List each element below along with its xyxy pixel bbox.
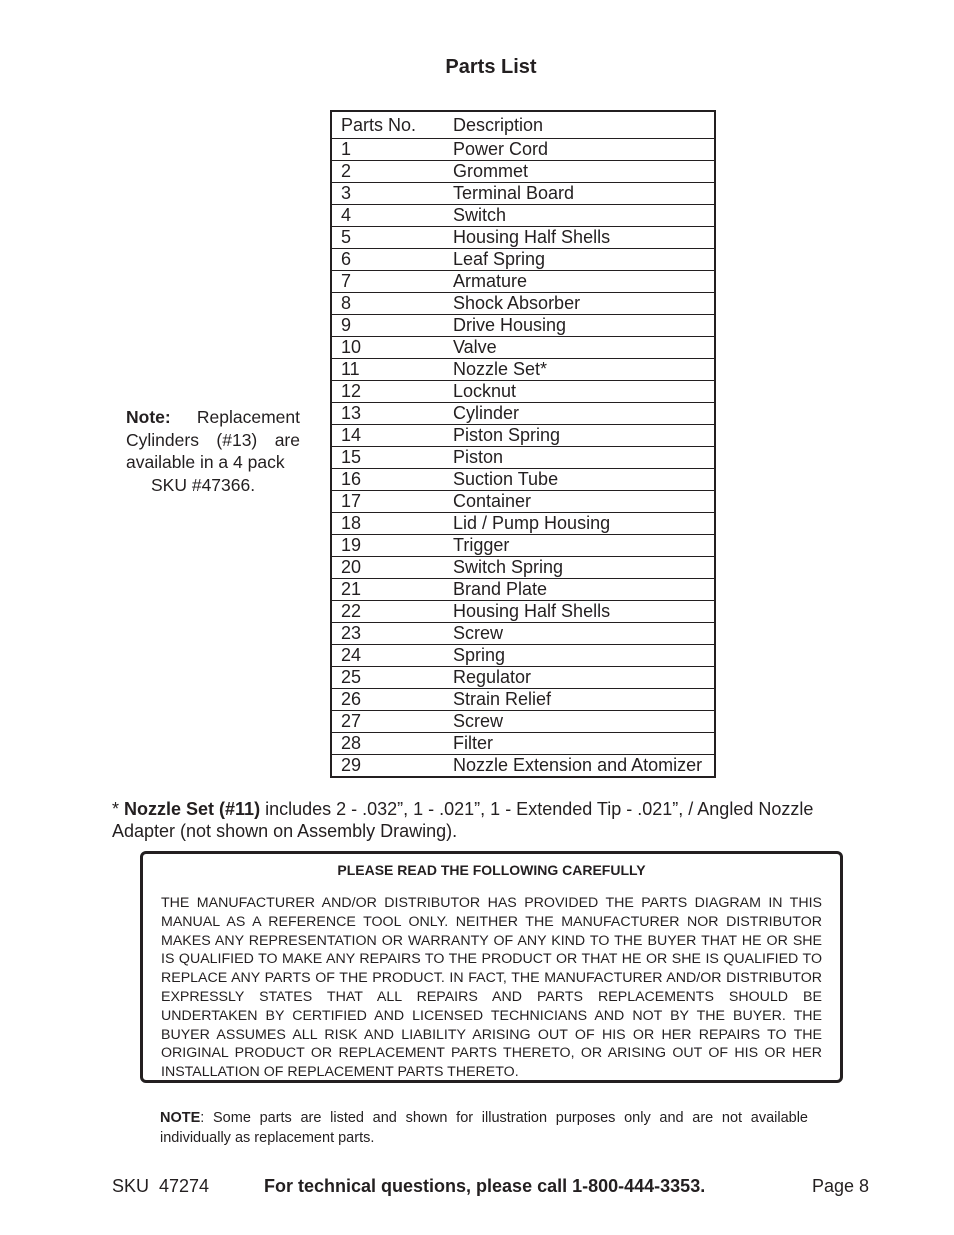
table-row bbox=[331, 667, 715, 689]
part-number: 26 bbox=[331, 689, 453, 711]
part-number: 6 bbox=[331, 249, 453, 271]
table-row bbox=[331, 601, 715, 623]
part-description: Lid / Pump Housing bbox=[453, 513, 715, 535]
note-text: Replacement Cylinders (#13) are available in a 4 pack bbox=[126, 407, 300, 472]
part-description: Trigger bbox=[453, 535, 715, 557]
part-description: Regulator bbox=[453, 667, 715, 689]
table-row bbox=[331, 623, 715, 645]
part-description: Drive Housing bbox=[453, 315, 715, 337]
warning-body: THE MANUFACTURER AND/OR DISTRIBUTOR HAS PROVIDED THE PARTS DIAGRAM IN THIS MANUAL AS A REFERENCE TOOL ONLY. NEITHER THE MANUFACTURER NOR DISTRIBUTOR MAKES ANY REPRESENTATION OR WARRANTY OF ANY KIND TO THE BUYER THAT HE OR SHE IS QUALIFIED TO MAKE ANY REPAIRS TO THE PRODUCT OR THAT HE OR SHE IS QUALIFIED TO REPLACE ANY PARTS OF THE PRODUCT. IN FACT, THE MANUFACTURER AND/OR DISTRIBUTOR EXPRESSLY STATES THAT ALL REPAIRS AND PARTS REPLACEMENTS SHOULD BE UNDERTAKEN BY CERTIFIED AND LICENSED TECHNICIANS AND NOT BY THE BUYER. THE BUYER ASSUMES ALL RISK AND LIABILITY ARISING OUT OF HIS OR HER REPAIRS TO THE ORIGINAL PRODUCT OR REPLACEMENT PARTS THERETO, OR ARISING OUT OF HIS OR HER INSTALLATION OF REPLACEMENT PARTS THERETO. bbox=[161, 895, 822, 1081]
part-number: 12 bbox=[331, 381, 453, 403]
nozzle-set-footnote bbox=[112, 798, 872, 842]
part-description: Housing Half Shells bbox=[453, 601, 715, 623]
table-row bbox=[331, 535, 715, 557]
bottom-note-text: : Some parts are listed and shown for illustration purposes only and are not available individually as replacement parts. bbox=[160, 1110, 808, 1146]
part-number: 7 bbox=[331, 271, 453, 293]
footnote-asterisk: * bbox=[112, 799, 125, 819]
table-row bbox=[331, 183, 715, 205]
table-row bbox=[331, 733, 715, 755]
part-description: Filter bbox=[453, 733, 715, 755]
part-number: 4 bbox=[331, 205, 453, 227]
part-number: 5 bbox=[331, 227, 453, 249]
table-row bbox=[331, 447, 715, 469]
parts-table bbox=[330, 110, 716, 778]
part-number: 28 bbox=[331, 733, 453, 755]
part-description: Container bbox=[453, 491, 715, 513]
footer-help-line: For technical questions, please call 1-800-444-3353. bbox=[264, 1176, 706, 1196]
table-row bbox=[331, 557, 715, 579]
parts-table-header bbox=[331, 111, 715, 139]
table-row bbox=[331, 139, 715, 161]
part-description: Brand Plate bbox=[453, 579, 715, 601]
part-description: Nozzle Extension and Atomizer bbox=[453, 755, 703, 775]
footer-sku: SKU 47274 bbox=[112, 1176, 210, 1196]
part-description: Piston Spring bbox=[453, 425, 715, 447]
part-description: Nozzle Set* bbox=[453, 359, 715, 381]
table-row bbox=[331, 755, 715, 778]
part-description: Grommet bbox=[453, 161, 715, 183]
part-description: Screw bbox=[453, 623, 715, 645]
part-description: Armature bbox=[453, 271, 715, 293]
table-row bbox=[331, 403, 715, 425]
part-description: Locknut bbox=[453, 381, 715, 403]
part-number: 13 bbox=[331, 403, 453, 425]
part-number: 24 bbox=[331, 645, 453, 667]
table-row bbox=[331, 425, 715, 447]
part-number: 14 bbox=[331, 425, 453, 447]
part-description: Switch Spring bbox=[453, 557, 715, 579]
part-number: 8 bbox=[331, 293, 453, 315]
footer-page-number: Page 8 bbox=[811, 1176, 869, 1196]
table-row bbox=[331, 205, 715, 227]
table-row bbox=[331, 645, 715, 667]
part-description: Suction Tube bbox=[453, 469, 715, 491]
part-number: 15 bbox=[331, 447, 453, 469]
table-row bbox=[331, 315, 715, 337]
table-row bbox=[331, 711, 715, 733]
warning-box bbox=[140, 851, 843, 1083]
header-description: Description bbox=[453, 111, 715, 139]
table-row bbox=[331, 469, 715, 491]
table-row bbox=[331, 579, 715, 601]
table-row bbox=[331, 227, 715, 249]
part-description: Power Cord bbox=[453, 139, 715, 161]
part-number: 11 bbox=[331, 359, 453, 381]
part-number: 25 bbox=[331, 667, 453, 689]
part-description: Piston bbox=[453, 447, 715, 469]
table-row bbox=[331, 689, 715, 711]
bottom-note-label: NOTE bbox=[160, 1110, 201, 1126]
part-number: 20 bbox=[331, 557, 453, 579]
part-number: 23 bbox=[331, 623, 453, 645]
header-parts-no: Parts No. bbox=[331, 111, 453, 139]
part-number: 2 bbox=[331, 161, 453, 183]
part-number: 19 bbox=[331, 535, 453, 557]
part-number: 29 bbox=[341, 755, 362, 775]
part-number: 16 bbox=[331, 469, 453, 491]
part-description: Leaf Spring bbox=[453, 249, 715, 271]
footnote-text: includes 2 - .032”, 1 - .021”, 1 - Extended Tip - .021”, / Angled Nozzle Adapter (not shown on Assembly Drawing). bbox=[112, 799, 814, 841]
table-row bbox=[331, 293, 715, 315]
table-row bbox=[331, 381, 715, 403]
part-description: Switch bbox=[453, 205, 715, 227]
table-row bbox=[331, 271, 715, 293]
part-description: Strain Relief bbox=[453, 689, 715, 711]
part-description: Housing Half Shells bbox=[453, 227, 715, 249]
illustration-note bbox=[160, 1109, 808, 1148]
table-row bbox=[331, 161, 715, 183]
part-number: 18 bbox=[331, 513, 453, 535]
part-number: 21 bbox=[331, 579, 453, 601]
table-row bbox=[331, 337, 715, 359]
table-row bbox=[331, 513, 715, 535]
part-number: 27 bbox=[331, 711, 453, 733]
part-description: Cylinder bbox=[453, 403, 715, 425]
part-number: 22 bbox=[331, 601, 453, 623]
part-description: Spring bbox=[453, 645, 715, 667]
replacement-cylinders-note bbox=[126, 406, 300, 496]
part-description: Terminal Board bbox=[453, 183, 715, 205]
footnote-bold: Nozzle Set (#11) bbox=[124, 799, 261, 819]
table-row bbox=[331, 249, 715, 271]
part-description: Screw bbox=[453, 711, 715, 733]
part-description: Valve bbox=[453, 337, 715, 359]
part-number: 9 bbox=[331, 315, 453, 337]
table-row bbox=[331, 491, 715, 513]
part-number: 1 bbox=[331, 139, 453, 161]
part-number: 10 bbox=[331, 337, 453, 359]
part-number: 17 bbox=[331, 491, 453, 513]
part-description: Shock Absorber bbox=[453, 293, 715, 315]
warning-title: PLEASE READ THE FOLLOWING CAREFULLY bbox=[337, 862, 646, 878]
note-sku: SKU #47366. bbox=[151, 474, 256, 495]
part-number: 3 bbox=[331, 183, 453, 205]
table-row bbox=[331, 359, 715, 381]
page-title: Parts List bbox=[445, 56, 537, 78]
note-label: Note: bbox=[126, 407, 171, 427]
